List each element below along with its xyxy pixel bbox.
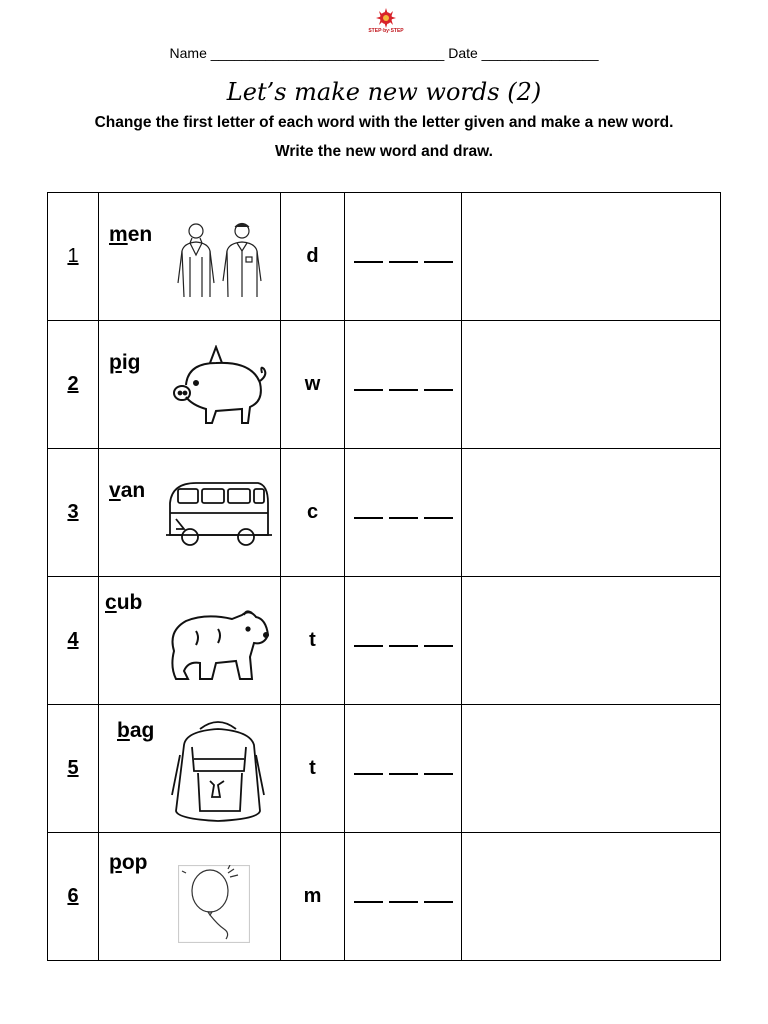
word-rest: an [120,479,146,502]
answer-cell[interactable] [345,449,462,577]
answer-cell[interactable] [345,321,462,449]
answer-cell[interactable] [345,833,462,961]
new-letter-cell [281,193,345,321]
backpack-picture [170,715,266,823]
balloon-picture [178,865,250,943]
answer-blanks[interactable] [345,261,461,263]
new-letter: t [309,757,316,779]
word-cell [99,449,281,577]
answer-blank[interactable] [354,645,383,647]
row-number-cell [48,577,99,705]
word-cell [99,833,281,961]
answer-blank[interactable] [354,389,383,391]
row-number: 4 [67,629,79,651]
two-men-picture [166,217,272,299]
instruction-line-1: Change the first letter of each word with the letter given and make a new word. [94,114,674,131]
row-number-cell [48,321,99,449]
answer-blank[interactable] [424,901,453,903]
row-number: 1 [67,245,79,267]
answer-blank[interactable] [424,773,453,775]
answer-blank[interactable] [354,517,383,519]
answer-blank[interactable] [424,645,453,647]
new-letter-cell [281,321,345,449]
word-cell [99,705,281,833]
row-number: 3 [67,501,79,523]
row-number: 5 [67,757,79,779]
answer-blanks[interactable] [345,901,461,903]
word [109,851,147,875]
pig-picture [166,345,272,427]
answer-blank[interactable] [389,645,418,647]
drawing-cell[interactable] [462,705,721,833]
answer-blank[interactable] [354,901,383,903]
logo-text: STEP·by·STEP [368,28,404,34]
row-number-cell [48,193,99,321]
worksheet-table [47,192,721,961]
answer-blank[interactable] [389,517,418,519]
row-number-cell [48,833,99,961]
page-title: Let’s make new words (2) [226,78,542,106]
word-first-letter: c [105,591,117,614]
row-number-cell [48,705,99,833]
word-rest: en [127,223,153,246]
answer-blanks[interactable] [345,773,461,775]
word-first-letter: p [109,851,122,874]
word-cell [99,193,281,321]
word-first-letter: m [109,223,128,246]
new-letter-cell [281,577,345,705]
new-letter: d [306,245,319,267]
answer-blanks[interactable] [345,517,461,519]
word [105,591,142,615]
word-first-letter: v [109,479,121,502]
new-letter-cell [281,705,345,833]
word-rest: ig [121,351,141,374]
word-cell [99,321,281,449]
answer-blank[interactable] [424,389,453,391]
table-row [48,705,721,833]
table-row [48,193,721,321]
name-date-line[interactable]: Name ______________________________ Date _______________ [169,45,599,61]
van-picture [166,473,272,555]
word [109,223,152,247]
word [109,479,145,503]
answer-blanks[interactable] [345,389,461,391]
word-first-letter: p [109,351,122,374]
answer-blank[interactable] [389,773,418,775]
answer-cell[interactable] [345,193,462,321]
new-letter: c [306,501,319,523]
table-row [48,833,721,961]
drawing-cell[interactable] [462,193,721,321]
word [109,351,141,375]
table-row [48,577,721,705]
table-row [48,321,721,449]
drawing-cell[interactable] [462,321,721,449]
row-number-cell [48,449,99,577]
answer-cell[interactable] [345,577,462,705]
answer-blank[interactable] [354,773,383,775]
new-letter: w [304,373,321,395]
word-cell [99,577,281,705]
row-number: 6 [67,885,79,907]
word-rest: ub [116,591,143,614]
instruction-line-2: Write the new word and draw. [275,143,493,160]
drawing-cell[interactable] [462,833,721,961]
new-letter-cell [281,449,345,577]
word-rest: ag [129,719,155,742]
drawing-cell[interactable] [462,449,721,577]
answer-blank[interactable] [389,389,418,391]
table-row [48,449,721,577]
drawing-cell[interactable] [462,577,721,705]
answer-blank[interactable] [389,261,418,263]
answer-blank[interactable] [424,261,453,263]
answer-blanks[interactable] [345,645,461,647]
answer-cell[interactable] [345,705,462,833]
word-first-letter: b [117,719,130,742]
row-number: 2 [67,373,79,395]
bear-cub-picture [166,601,272,683]
answer-blank[interactable] [354,261,383,263]
answer-blank[interactable] [424,517,453,519]
word-rest: op [121,851,148,874]
new-letter: t [309,629,316,651]
new-letter-cell [281,833,345,961]
answer-blank[interactable] [389,901,418,903]
new-letter: m [303,885,322,907]
word [117,719,154,743]
